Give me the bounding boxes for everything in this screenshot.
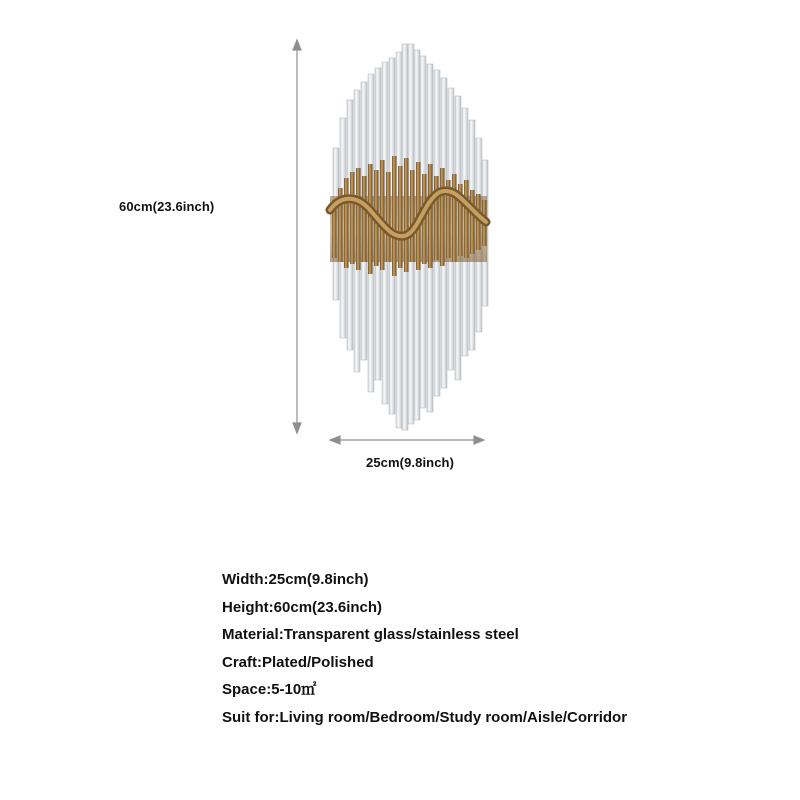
gold-rod bbox=[350, 172, 355, 264]
height-dimension-label: 60cm(23.6inch) bbox=[119, 199, 215, 214]
height-dimension-arrow bbox=[293, 40, 301, 433]
gold-rod bbox=[452, 174, 457, 262]
spec-value: 60cm(23.6inch) bbox=[273, 598, 383, 616]
gold-rod bbox=[464, 180, 469, 258]
spec-item-suit-for bbox=[222, 704, 627, 732]
spec-value: Living room/Bedroom/Study room/Aisle/Corridor bbox=[279, 708, 628, 726]
width-dimension-label: 25cm(9.8inch) bbox=[366, 455, 455, 470]
spec-item-material bbox=[222, 621, 627, 649]
spec-label: Height: bbox=[222, 598, 274, 616]
spec-item-width bbox=[222, 566, 627, 594]
spec-label: Width: bbox=[222, 571, 269, 588]
gold-rod bbox=[392, 156, 397, 276]
spec-value: 25cm(9.8inch) bbox=[268, 571, 369, 588]
spec-value: 5-10㎡ bbox=[271, 681, 317, 699]
spec-label: Craft: bbox=[222, 653, 262, 671]
gold-rod bbox=[362, 176, 367, 262]
gold-rod bbox=[470, 190, 475, 254]
spec-value: Transparent glass/stainless steel bbox=[283, 626, 519, 644]
spec-item-craft bbox=[222, 649, 627, 677]
width-dimension-arrow bbox=[330, 436, 484, 444]
spec-value: Plated/Polished bbox=[262, 653, 374, 671]
spec-list bbox=[222, 566, 627, 732]
spec-label: Material: bbox=[222, 626, 284, 644]
gold-rod bbox=[404, 158, 409, 272]
gold-rod bbox=[398, 166, 403, 268]
gold-rod bbox=[428, 164, 433, 268]
spec-label: Space: bbox=[222, 681, 272, 699]
gold-rod bbox=[410, 170, 415, 262]
gold-rod bbox=[440, 168, 445, 266]
gold-rod bbox=[380, 160, 385, 270]
gold-rod bbox=[344, 178, 349, 268]
spec-label: Suit for: bbox=[222, 708, 280, 726]
gold-rod bbox=[386, 172, 391, 262]
spec-item-height bbox=[222, 594, 627, 622]
gold-rod bbox=[356, 168, 361, 270]
spec-item-space bbox=[222, 676, 627, 704]
